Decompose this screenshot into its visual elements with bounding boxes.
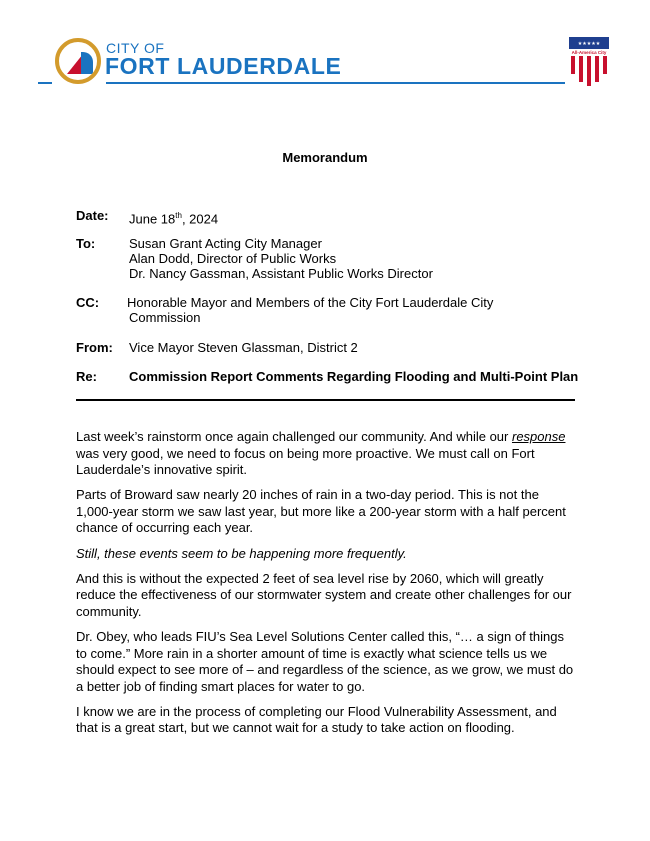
paragraph: And this is without the expected 2 feet of sea level rise by 2060, which will greatly reduce the effectiveness of our stormwater system and create other challenges for our community. [76,570,572,619]
to-list [129,236,433,281]
date-value: June 18th, 2024 [129,211,219,227]
paragraph: I know we are in the process of completing our Flood Vulnerability Assessment, and that is a great start, but we cannot wait for a study to take action on flooding. [76,703,557,736]
re-value: Commission Report Comments Regarding Flooding and Multi-Point Plan [129,369,579,384]
svg-text:★★★★★: ★★★★★ [577,41,601,47]
logo-city-of: CITY OF [106,40,165,56]
paragraph: Parts of Broward saw nearly 20 inches of rain in a two-day period. This is not the 1,000-year storm we saw last year, but more like a 200-year storm with a half percent chance of occurring each year. [76,487,566,536]
cc-label: CC: [76,295,100,310]
to-label: To: [76,236,96,251]
paragraph: Dr. Obey, who leads FIU’s Sea Level Solutions Center called this, “… a sign of things to come.” More rain in a shorter amount of time is exactly what science tells us we should expect to see more of – and regardless of the science, as we grow, we must do a better job of finding smart places for water to go. [76,628,574,694]
recipient: Susan Grant Acting City Manager [129,236,322,251]
logo-city-name: FORT LAUDERDALE [105,53,342,79]
date-label: Date: [76,208,109,223]
memo-body [76,429,576,746]
paragraph: Still, these events seem to be happening more frequently. [76,545,407,561]
city-seal-logo [55,38,101,84]
paragraph: Last week’s rainstorm once again challenged our community. And while our response was very good, we need to focus on being more proactive. We must call on Fort Lauderdale’s innovative spirit. [76,429,566,478]
cc-line: Honorable Mayor and Members of the City Fort Lauderdale City [127,295,494,310]
header-rule-left [38,82,52,84]
recipient: Dr. Nancy Gassman, Assistant Public Works Director [129,266,433,281]
divider [76,399,575,401]
from-label: From: [76,340,113,355]
from-value: Vice Mayor Steven Glassman, District 2 [129,340,358,355]
memo-title: Memorandum [282,150,368,165]
recipient: Alan Dodd, Director of Public Works [129,251,337,266]
svg-text:All-America City: All-America City [571,50,607,55]
cc-value [127,295,493,325]
header-rule [106,82,565,84]
cc-line: Commission [129,310,201,325]
re-label: Re: [76,369,97,384]
all-america-city-badge [569,37,609,87]
